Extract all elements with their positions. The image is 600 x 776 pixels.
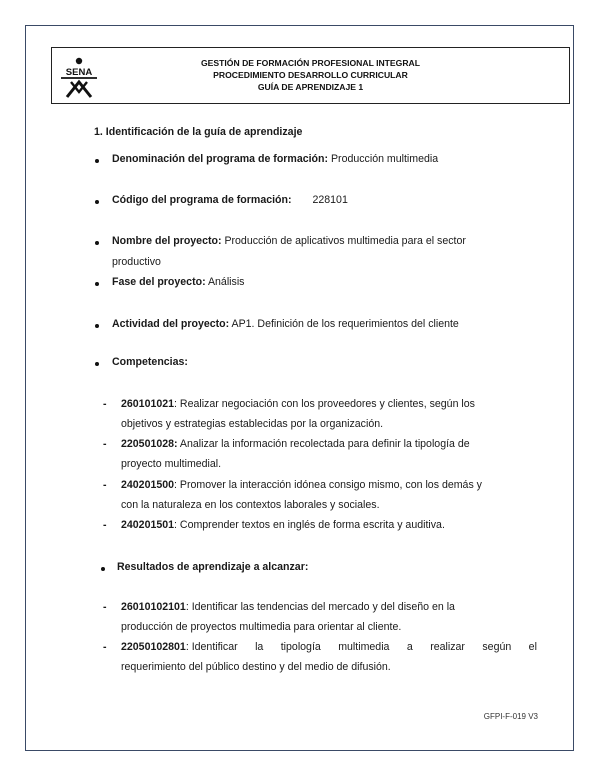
resultado-word: a: [406, 641, 413, 653]
bullet-dot: [95, 362, 99, 366]
codigo-line: [112, 194, 348, 206]
resultado-word: multimedia: [338, 641, 390, 653]
header-line-2: PROCEDIMIENTO DESARROLLO CURRICULAR: [213, 70, 408, 80]
codigo-value: 228101: [312, 194, 348, 206]
dash-marker: -: [103, 398, 107, 410]
resultado-word: la: [255, 641, 264, 653]
resultado-word: según: [482, 641, 512, 653]
actividad-value: AP1. Definición de los requerimientos del cliente: [229, 318, 459, 330]
competencia-text: : Realizar negociación con los proveedores y clientes, según los: [174, 398, 475, 410]
proyecto-value: Producción de aplicativos multimedia para el sector: [221, 235, 466, 247]
bullet-dot: [95, 324, 99, 328]
dash-marker: -: [103, 438, 107, 450]
resultado-word: tipología: [280, 641, 321, 653]
competencia-item: [121, 479, 482, 491]
resultado-word: el: [528, 641, 537, 653]
dash-marker: -: [103, 601, 107, 613]
resultado-word: : Identificar: [185, 641, 238, 653]
resultado-code: 26010102101: [121, 601, 186, 613]
bullet-dot: [95, 159, 99, 163]
header-line-1: GESTIÓN DE FORMACIÓN PROFESIONAL INTEGRAL: [201, 58, 420, 68]
resultado-word: realizar: [430, 641, 465, 653]
section-title: 1. Identificación de la guía de aprendizaje: [94, 126, 303, 138]
proyecto-line: [112, 235, 466, 247]
proyecto-label: Nombre del proyecto:: [112, 235, 222, 247]
resultado-text: : Identificar las tendencias del mercado y del diseño en la: [185, 601, 455, 613]
competencia-text: Analizar la información recolectada para definir la tipología de: [177, 438, 470, 450]
competencia-item: [121, 438, 470, 450]
resultado-item-justified: [121, 641, 537, 653]
bullet-dot: [95, 282, 99, 286]
header-line-3: GUÍA DE APRENDIZAJE 1: [257, 82, 364, 92]
competencia-text: : Comprender textos en inglés de forma escrita y auditiva.: [174, 519, 445, 531]
resultado-text-continued: requerimiento del público destino y del medio de difusión.: [121, 661, 391, 673]
fase-label: Fase del proyecto:: [112, 276, 206, 288]
resultado-code: 22050102801: [121, 641, 186, 653]
bullet-dot: [95, 241, 99, 245]
proyecto-value-continued: productivo: [112, 256, 161, 268]
dash-marker: -: [103, 519, 107, 531]
bullet-dot: [101, 567, 105, 571]
competencia-code: 260101021: [121, 398, 175, 410]
form-code: GFPI-F-019 V3: [483, 712, 538, 721]
bullet-dot: [95, 200, 99, 204]
actividad-line: [112, 318, 459, 330]
denominacion-value: Producción multimedia: [328, 153, 439, 165]
resultados-heading: Resultados de aprendizaje a alcanzar:: [117, 561, 309, 573]
sena-logo-text: SENA: [65, 67, 93, 78]
resultado-item: [121, 601, 455, 613]
resultado-lead: [121, 641, 238, 653]
denominacion-label: Denominación del programa de formación:: [112, 153, 329, 165]
dash-marker: -: [103, 641, 107, 653]
competencia-item: [121, 519, 445, 531]
competencias-heading: Competencias:: [112, 356, 188, 368]
fase-value: Análisis: [205, 276, 245, 288]
competencia-text-continued: objetivos y estrategias establecidas por la organización.: [121, 418, 384, 430]
actividad-label: Actividad del proyecto:: [112, 318, 230, 330]
competencia-item: [121, 398, 475, 410]
competencia-text-continued: proyecto multimedial.: [121, 458, 222, 470]
resultado-text-continued: producción de proyectos multimedia para orientar al cliente.: [121, 621, 402, 633]
competencia-text-continued: con la naturaleza en los contextos laborales y sociales.: [121, 499, 380, 511]
competencia-text: : Promover la interacción idónea consigo mismo, con los demás y: [174, 479, 482, 491]
competencia-code: 220501028:: [121, 438, 178, 450]
competencia-code: 240201500: [121, 479, 175, 491]
denominacion-line: [112, 153, 438, 165]
dash-marker: -: [103, 479, 107, 491]
codigo-label: Código del programa de formación:: [112, 194, 292, 206]
competencia-code: 240201501: [121, 519, 175, 531]
fase-line: [112, 276, 244, 288]
